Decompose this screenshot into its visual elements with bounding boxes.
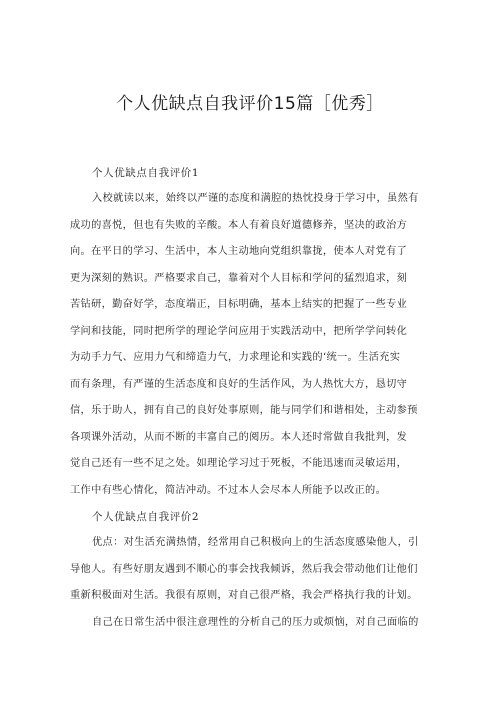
paragraph-line: 成功的喜悦，但也有失败的辛酸。本人有着良好道德修养，坚决的政治方 bbox=[70, 219, 408, 231]
paragraph-line: 学问和技能，同时把所学的理论学问应用于实践活动中，把所学学问转化 bbox=[70, 325, 408, 337]
section-1 bbox=[70, 160, 430, 504]
paragraph-line: 入校就读以来，始终以严谨的态度和满腔的热忱投身于学习中，虽然有 bbox=[92, 193, 419, 204]
paragraph-line: 各项课外活动，从而不断的丰富自己的阅历。本人还时常做自我批判，发 bbox=[70, 431, 408, 443]
paragraph-line: 优点：对生活充满热情，经常用自己积极向上的生活态度感染他人，引 bbox=[92, 537, 419, 548]
paragraph-line: 更为深刻的熟识。严格要求自己，靠着对个人目标和学问的猛烈追求，刻 bbox=[70, 272, 408, 284]
section-heading: 个人优缺点自我评价1 bbox=[92, 167, 200, 179]
document-body bbox=[70, 160, 430, 636]
paragraph-line: 向。在平日的学习、生活中，本人主动地向党组织靠拢，使本人对党有了 bbox=[70, 246, 408, 257]
section-heading: 个人优缺点自我评价2 bbox=[92, 511, 200, 523]
document-title: 个人优缺点自我评价15篇［优秀］ bbox=[116, 94, 384, 114]
paragraph-line: 工作中有些心情化，简洁冲动。不过本人会尽本人所能予以改正的。 bbox=[70, 484, 387, 496]
paragraph bbox=[70, 530, 430, 610]
paragraph-line: 而有条理，有严谨的生活态度和良好的生活作风，为人热忱大方，恳切守 bbox=[70, 378, 408, 390]
paragraph-line: 自己在日常生活中很注意理性的分析自己的压力或烦恼，对自己面临的 bbox=[92, 616, 419, 628]
paragraph-line: 苦钻研，勤奋好学，态度端正，目标明确，基本上结实的把握了一些专业 bbox=[70, 299, 408, 310]
paragraph-line: 重新积极面对生活。我很有原则，对自己很严格，我会严格执行我的计划。 bbox=[70, 590, 418, 601]
paragraph bbox=[70, 610, 430, 637]
paragraph-line: 导他人。有些好朋友遇到不顺心的事会找我倾诉，然后我会带动他们让他们 bbox=[70, 563, 418, 575]
section-2 bbox=[70, 504, 430, 636]
paragraph-line: 觉自己还有一些不足之处。如理论学习过于死板，不能迅速而灵敏运用， bbox=[70, 458, 408, 469]
paragraph-line: 信，乐于助人，拥有自己的良好处事原则，能与同学们和谐相处，主动参预 bbox=[70, 405, 418, 416]
paragraph bbox=[70, 186, 430, 504]
paragraph-line: 为动手力气、应用力气和缔造力气，力求理论和实践的‘统一。生活充实 bbox=[70, 352, 401, 363]
